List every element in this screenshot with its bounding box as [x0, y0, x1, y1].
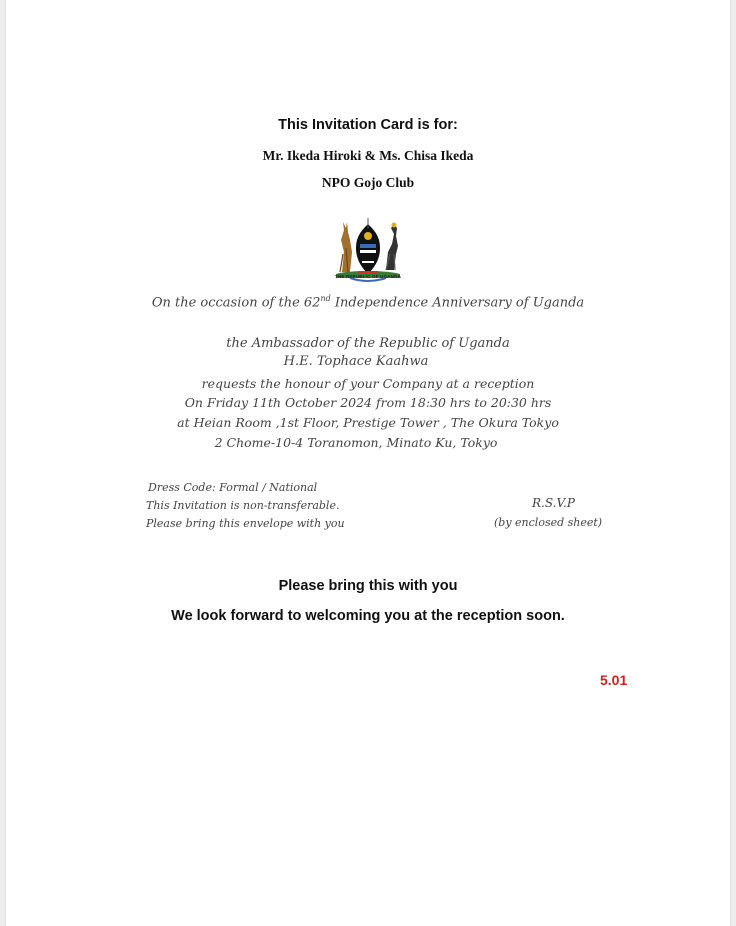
document-number: 5.01 [600, 672, 628, 688]
venue-line: at Heian Room ,1st Floor, Prestige Tower , The Okura Tokyo [177, 415, 559, 430]
ambassador-name: H.E. Tophace Kaahwa [283, 354, 429, 369]
rsvp-label: R.S.V.P [532, 496, 575, 510]
invitation-page [6, 0, 730, 926]
date-line: On Friday 11th October 2024 from 18:30 hrs to 20:30 hrs [184, 395, 552, 410]
envelope-note: Please bring this envelope with you [146, 517, 345, 530]
invitation-heading: This Invitation Card is for: [278, 117, 458, 133]
dress-code: Dress Code: Formal / National [148, 481, 318, 494]
bring-reminder: Please bring this with you [278, 578, 458, 594]
occasion-line: On the occasion of the 62nd Independence Anniversary of Uganda [151, 294, 585, 311]
guest-names: Mr. Ikeda Hiroki & Ms. Chisa Ikeda [262, 148, 474, 163]
host-line: the Ambassador of the Republic of Uganda [226, 336, 510, 351]
rsvp-note: (by enclosed sheet) [494, 516, 603, 529]
address-line: 2 Chome-10-4 Toranomon, Minato Ku, Tokyo [214, 435, 498, 450]
non-transferable-note: This Invitation is non-transferable. [146, 499, 340, 512]
welcome-message: We look forward to welcoming you at the reception soon. [171, 608, 565, 624]
organization-name: NPO Gojo Club [321, 175, 415, 190]
request-line: requests the honour of your Company at a reception [201, 376, 535, 391]
crest-caption: THE REPUBLIC OF UGANDA [334, 274, 402, 279]
